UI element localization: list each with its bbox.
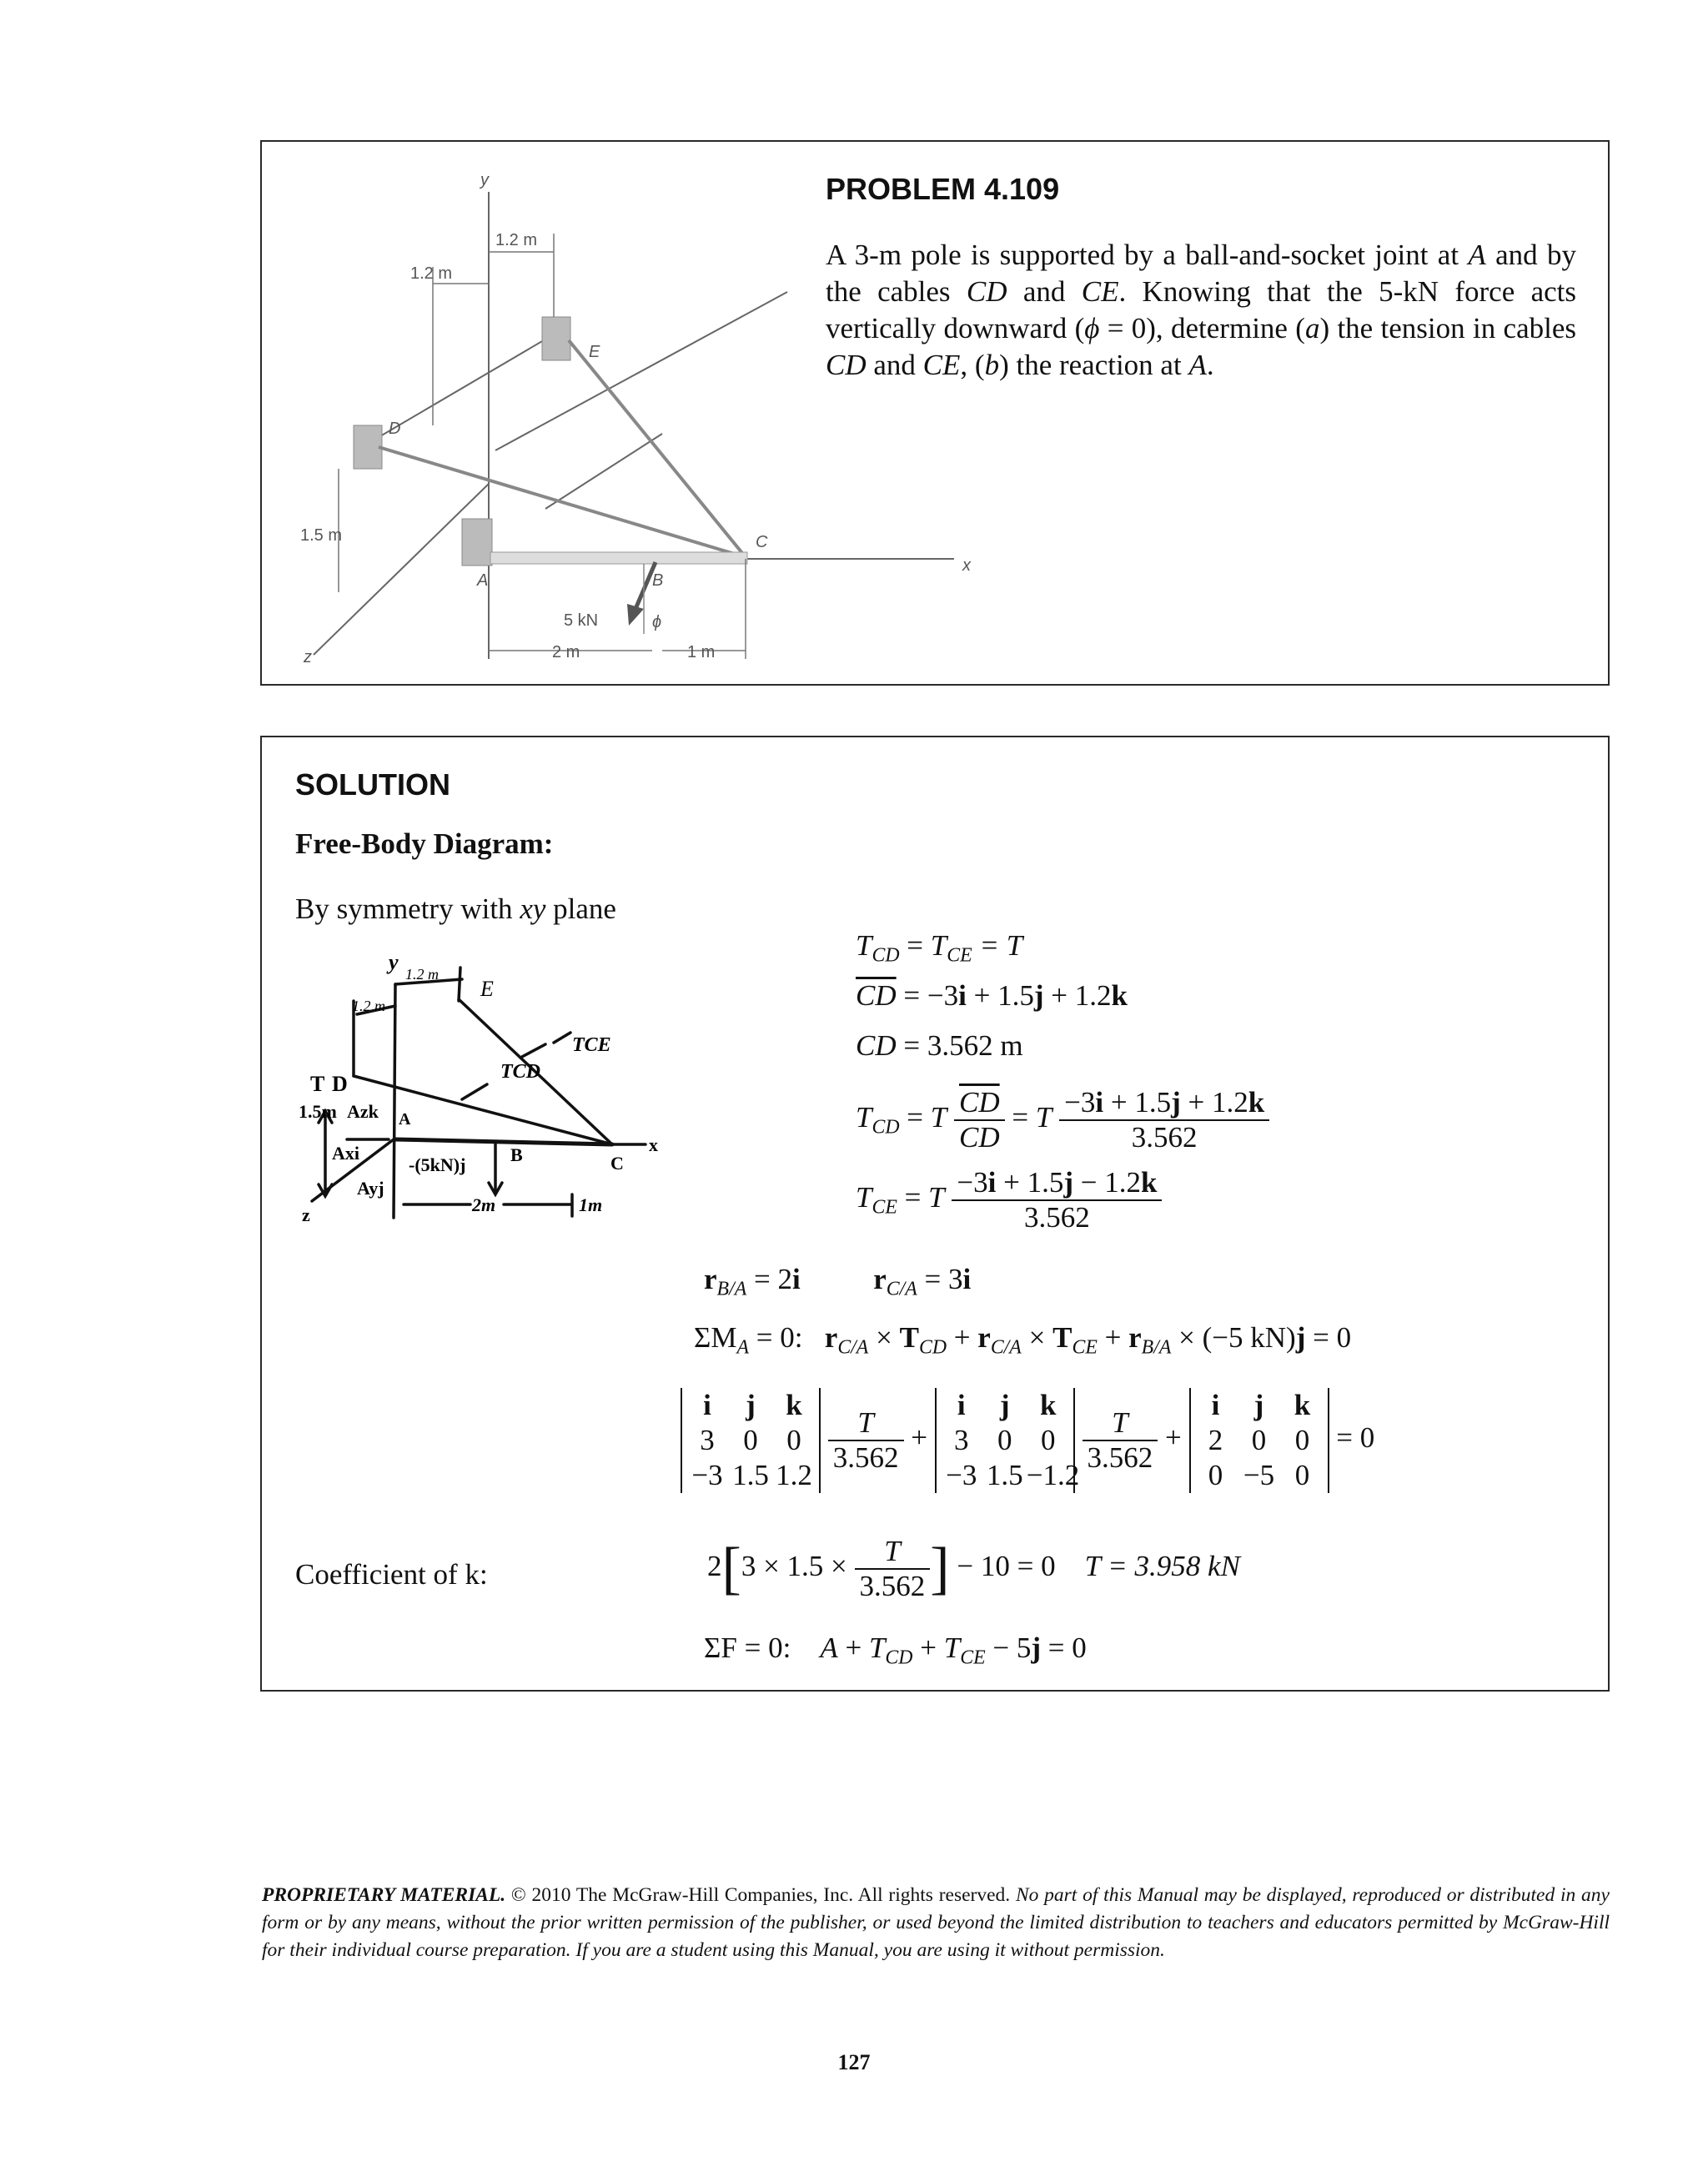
eq-part: j — [1063, 1166, 1073, 1199]
coeff-label: Coefficient of k: — [295, 1558, 488, 1591]
eq-part: i — [987, 1166, 997, 1199]
footer-copyright: © 2010 The McGraw-Hill Companies, Inc. All rights reserved. — [505, 1884, 1011, 1906]
eq-part: + — [912, 1631, 944, 1664]
det-cell: 2 — [1208, 1424, 1223, 1456]
eq-cd-len-rhs: = 3.562 m — [903, 1029, 1023, 1062]
det-cell: i — [703, 1389, 711, 1421]
eq-sub: A — [736, 1336, 750, 1359]
eq-part: + 1.2 — [1180, 1086, 1248, 1119]
problem-text-part: A — [1188, 349, 1207, 381]
det-cell: 1.2 — [776, 1459, 812, 1491]
eq-part: + 1.5 — [996, 1166, 1064, 1199]
eq-i: i — [791, 1263, 801, 1295]
problem-box — [260, 140, 1610, 686]
eq-part: −3 — [1064, 1086, 1096, 1119]
eq-part: = 0: — [749, 1321, 803, 1354]
problem-text-part: A 3-m pole is supported by a ball-and-socket joint at — [826, 239, 1469, 271]
eq-coefficient-k: 2[3 × 1.5 × $\frac{T}{3.562}$ ] − 10 = 0 T = 3.958 kN — [707, 1535, 1240, 1602]
eq-part: − 10 = 0 — [949, 1550, 1056, 1583]
problem-text-part: = 0), determine ( — [1099, 312, 1305, 344]
eq-sub: C/A — [990, 1336, 1022, 1359]
sketch-label-TCE: TCE — [572, 1034, 611, 1056]
problem-text-part: CD — [966, 275, 1007, 308]
eq-num: T — [828, 1406, 904, 1441]
det-cell: 0 — [786, 1424, 801, 1456]
sketch-label-C: C — [610, 1153, 624, 1174]
eq-sum-forces — [704, 1631, 1087, 1670]
det-cell: k — [786, 1389, 802, 1421]
determinant-ce — [935, 1388, 1080, 1493]
eq-frac — [954, 1086, 1005, 1154]
eq-den: CD — [959, 1121, 1000, 1154]
fig-label-dim-1-2-left: 1.2 m — [410, 264, 453, 283]
eq-op: + — [947, 1321, 978, 1354]
det-cell: j — [1253, 1389, 1264, 1421]
det-cell: −3 — [946, 1459, 977, 1491]
eq-sum-moments — [694, 1321, 1351, 1360]
det-cell: −1.2 — [1026, 1459, 1080, 1491]
eq-part: + 1.5 — [966, 979, 1034, 1012]
fig-label-A: A — [477, 571, 489, 590]
problem-text-part: b — [984, 349, 1000, 381]
eq-part: k — [1141, 1166, 1158, 1199]
eq-part: j — [1031, 1631, 1042, 1664]
eq-sub: CD — [918, 1336, 947, 1359]
det-cell: 3 — [954, 1424, 969, 1456]
det-cell: k — [1040, 1389, 1057, 1421]
det-cell: j — [999, 1389, 1010, 1421]
eq-part: = 0 — [1041, 1631, 1087, 1664]
footer-bold-label: PROPRIETARY MATERIAL. — [262, 1884, 506, 1906]
sketch-label-x: x — [649, 1134, 658, 1155]
eq-part: i — [958, 979, 967, 1012]
fig-label-D: D — [389, 420, 401, 438]
eq-sub: CD — [885, 1647, 913, 1669]
fig-label-y: y — [480, 171, 489, 189]
eq-sub: C/A — [886, 1278, 917, 1300]
symmetry-text-start: By symmetry with — [295, 892, 520, 925]
det-cell: −3 — [691, 1459, 723, 1491]
eq-zero: = 0 — [1305, 1321, 1352, 1354]
eq-sum-f: ΣF = 0: — [704, 1631, 791, 1664]
eq-op: + — [911, 1421, 935, 1455]
det-cell: 0 — [1294, 1424, 1310, 1456]
problem-title: PROBLEM 4.109 — [826, 172, 1060, 206]
sketch-label-dim-left: 1.2 m — [352, 998, 385, 1014]
fig-label-x: x — [962, 556, 971, 575]
sketch-label-dim-1: 1m — [579, 1194, 603, 1215]
eq-T: T — [856, 1101, 872, 1134]
problem-figure — [295, 158, 1012, 676]
det-cell: k — [1294, 1389, 1311, 1421]
sketch-label-dim-2: 2m — [472, 1194, 496, 1215]
det-cell: 3 — [700, 1424, 715, 1456]
eq-r: r — [704, 1263, 717, 1295]
sketch-label-A: A — [399, 1110, 411, 1129]
eq-sub: B/A — [716, 1278, 747, 1300]
det-cell: 0 — [1294, 1459, 1310, 1491]
problem-text-part: CD — [826, 349, 867, 381]
eq-part: + 1.5 — [1103, 1086, 1172, 1119]
fbd-sketch — [295, 951, 679, 1234]
eq-j: j — [1295, 1321, 1306, 1354]
eq-cd-length — [856, 1029, 1023, 1063]
eq-op: + — [1097, 1321, 1129, 1354]
sketch-label-D: D — [332, 1072, 348, 1096]
eq-cd-vec: $\overline{CD}$ — [856, 979, 897, 1012]
problem-text-part: . — [1206, 349, 1214, 381]
determinant-force — [1189, 1388, 1329, 1493]
eq-T: T — [856, 929, 872, 962]
fig-label-B: B — [652, 571, 664, 590]
sketch-label-Axi: Axi — [332, 1143, 359, 1164]
eq-part: + 1.2 — [1043, 979, 1112, 1012]
problem-text-part: and by the cables — [826, 239, 1576, 308]
eq-part: = 2 — [746, 1263, 792, 1295]
det-cell: 0 — [997, 1424, 1012, 1456]
sketch-label-E: E — [480, 977, 494, 1001]
eq-part: k — [1248, 1086, 1265, 1119]
eq-part: j — [1171, 1086, 1181, 1119]
fig-label-force: 5 kN — [564, 611, 599, 630]
sketch-label-z: z — [302, 1204, 310, 1225]
sketch-label-dim-top: 1.2 m — [405, 966, 439, 983]
page-number: 127 — [837, 2050, 871, 2074]
eq-part: = −3 — [903, 979, 959, 1012]
eq-T: T — [930, 929, 947, 962]
eq-cd-vector — [856, 979, 1128, 1013]
fig-label-dim-2: 2 m — [552, 643, 580, 661]
symmetry-text — [295, 891, 616, 928]
eq-T: T — [856, 1181, 872, 1214]
eq-op: + — [1165, 1421, 1189, 1455]
eq-op: × — [1171, 1321, 1203, 1354]
problem-text-part: ϕ — [1084, 312, 1100, 344]
eq-r: r — [977, 1321, 991, 1354]
eq-sub: C/A — [837, 1336, 869, 1359]
eq-tcd-tce: $T_{CD} = T_{CE} = T$ — [856, 929, 1023, 967]
sketch-label-Ayj: Ayj — [357, 1178, 384, 1199]
eq-num: T — [1083, 1406, 1158, 1441]
eq-part: i — [1095, 1086, 1104, 1119]
eq-num — [952, 1166, 1162, 1201]
sketch-label-force: -(5kN)j — [409, 1154, 466, 1175]
problem-text-part: and — [866, 349, 923, 381]
problem-text-part: and — [1007, 275, 1082, 308]
eq-T: T — [928, 1181, 945, 1214]
eq-part: −3 — [957, 1166, 988, 1199]
det-cell: 0 — [1041, 1424, 1056, 1456]
problem-text-part: ) the tension in cables — [1319, 312, 1576, 344]
fig-label-C: C — [756, 533, 768, 551]
sketch-label-TCD: TCD — [500, 1061, 540, 1083]
eq-num: $\overline{CD}$ — [954, 1086, 1005, 1121]
eq-part: 3 × 1.5 × — [741, 1550, 855, 1583]
sketch-label-Azk: Azk — [347, 1101, 379, 1122]
eq-sub: CE — [872, 1196, 897, 1219]
det-cell: i — [1211, 1389, 1220, 1421]
eq-den: 3.562 — [832, 1441, 899, 1474]
eq-sum-m: ΣM — [694, 1321, 737, 1354]
eq-part: j — [1033, 979, 1044, 1012]
eq-frac — [952, 1166, 1162, 1234]
eq-r: r — [873, 1263, 887, 1295]
eq-sub: CD — [872, 1116, 900, 1139]
eq-tce-unit: $T_{CE} = T$ $\frac{-3i + 1.5j - 1.2k}{3.562}$ — [856, 1166, 1162, 1234]
eq-part: k — [1111, 979, 1128, 1012]
problem-text-part: . Knowing that the 5-kN force acts vertically downward ( — [826, 275, 1576, 344]
eq-r: r — [824, 1321, 838, 1354]
symmetry-plane: xy — [520, 892, 546, 925]
eq-op: × — [868, 1321, 900, 1354]
eq-frac — [1083, 1406, 1158, 1475]
eq-den: 3.562 — [1087, 1441, 1153, 1474]
det-cell: 0 — [743, 1424, 758, 1456]
fig-label-phi: ϕ — [652, 613, 662, 631]
eq-frac — [855, 1535, 931, 1603]
det-cell: 1.5 — [986, 1459, 1023, 1491]
det-cell: j — [746, 1389, 756, 1421]
sketch-label-y: y — [389, 951, 399, 974]
problem-text-part: CE — [922, 349, 961, 381]
sketch-label-T: T — [310, 1072, 325, 1096]
eq-r-vectors — [704, 1263, 971, 1301]
det-cell: 0 — [1208, 1459, 1223, 1491]
eq-T: T — [943, 1631, 961, 1664]
eq-den: 3.562 — [859, 1570, 926, 1602]
eq-T: T — [930, 1101, 947, 1134]
eq-zero: = 0 — [1336, 1421, 1375, 1455]
eq-sub: B/A — [1141, 1336, 1172, 1359]
eq-sub: CE — [947, 944, 972, 967]
eq-sub: CE — [1072, 1336, 1098, 1359]
eq-sub: CD — [872, 944, 900, 967]
coef-result: T = 3.958 kN — [1084, 1550, 1240, 1583]
eq-sub: CE — [960, 1647, 986, 1669]
determinant-cd — [681, 1388, 821, 1493]
problem-text-part: a — [1304, 312, 1320, 344]
fig-label-dim-1: 1 m — [687, 643, 716, 661]
problem-statement — [826, 237, 1576, 384]
fig-label-dim-1-5: 1.5 m — [300, 526, 343, 545]
fig-label-dim-1-2-top: 1.2 m — [495, 231, 538, 249]
eq-T: T — [1035, 1101, 1052, 1134]
eq-part: = 3 — [917, 1263, 963, 1295]
eq-T: T — [868, 1631, 886, 1664]
det-cell: −5 — [1243, 1459, 1275, 1491]
eq-rhs: = T — [979, 929, 1023, 962]
eq-r: r — [1128, 1321, 1142, 1354]
eq-den: 3.562 — [1131, 1121, 1198, 1154]
sketch-label-dim-1-5: 1.5m — [299, 1101, 337, 1122]
eq-part: A — [820, 1631, 838, 1664]
eq-T-bold: T — [1052, 1321, 1073, 1354]
eq-frac — [828, 1406, 904, 1475]
sketch-label-B: B — [510, 1144, 523, 1165]
footer-notice — [262, 1882, 1610, 1964]
footer-notice-text: No part of this Manual may be displayed, reproduced or distributed in any form or by any means, without the prior written permission of the publisher, or used beyond the limited distribution to teachers and educators permitted by McGraw-Hill for their individual course preparation. If you are a student using this Manual, you are using it without permission. — [262, 1884, 1610, 1961]
problem-text-part: , ( — [960, 349, 985, 381]
fbd-label: Free-Body Diagram: — [295, 827, 554, 860]
eq-part: − 5 — [985, 1631, 1032, 1664]
eq-part: 2 — [707, 1550, 722, 1583]
problem-text-part: CE — [1081, 275, 1119, 308]
det-cell: 0 — [1251, 1424, 1267, 1456]
solution-box — [260, 736, 1610, 1692]
det-cell: i — [957, 1389, 966, 1421]
symmetry-text-end: plane — [545, 892, 616, 925]
eq-num: T — [855, 1535, 931, 1570]
eq-force: (−5 kN) — [1202, 1321, 1296, 1354]
eq-op: × — [1021, 1321, 1053, 1354]
eq-den: 3.562 — [1024, 1201, 1090, 1234]
eq-i: i — [962, 1263, 972, 1295]
eq-T-bold: T — [899, 1321, 919, 1354]
problem-text-part: A — [1468, 239, 1486, 271]
fig-label-z: z — [304, 648, 312, 666]
eq-frac — [1059, 1086, 1269, 1154]
fig-label-E: E — [589, 343, 600, 361]
eq-part: + — [837, 1631, 869, 1664]
eq-cd-len: CD — [856, 1029, 897, 1062]
problem-text-part: ) the reaction at — [999, 349, 1189, 381]
eq-determinants — [681, 1388, 1374, 1493]
eq-num — [1059, 1086, 1269, 1121]
eq-tcd-unit: $T_{CD} = T$ $\frac{\overline{CD}}{CD}$ = T $\frac{-3i + 1.5j + 1.2k}{3.562}$ — [856, 1086, 1269, 1154]
det-cell: 1.5 — [732, 1459, 769, 1491]
solution-title: SOLUTION — [295, 767, 450, 802]
eq-part: − 1.2 — [1073, 1166, 1141, 1199]
